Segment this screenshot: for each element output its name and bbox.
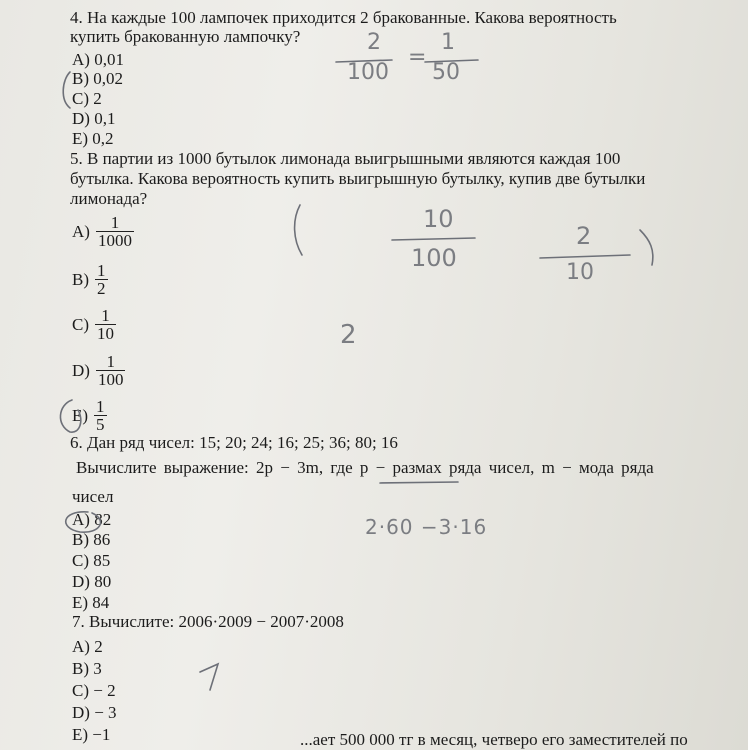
q4-hand-den1: 100	[347, 60, 389, 85]
q5-option-e-label: E)	[72, 405, 89, 425]
q5-hand-num1: 10	[423, 205, 454, 233]
q6-a-circle-mark	[66, 512, 101, 532]
q4-option-a[interactable]: A) 0,01	[72, 50, 124, 69]
q5-option-d-den: 100	[97, 370, 124, 389]
q7-option-a[interactable]: A) 2	[72, 637, 103, 656]
q6-option-a[interactable]: A) 82	[72, 510, 112, 529]
q4-hand-den2: 50	[432, 60, 460, 85]
q5-option-e-num: 1	[96, 397, 105, 416]
q4-text-line1: 4. На каждые 100 лампочек приходится 2 бракованные. Какова вероятность	[70, 8, 617, 27]
q5-option-b-den: 2	[97, 279, 106, 298]
q5-fraction-bar-1	[392, 238, 475, 240]
q5-option-c-label: C)	[72, 314, 89, 334]
q4-text-line2: купить бракованную лампочку?	[70, 27, 301, 46]
q6-underline-mark	[380, 482, 458, 483]
q4-fraction-bar-1	[336, 60, 392, 62]
q6-hand-calc: 2·60 −3·16	[365, 515, 488, 539]
q5-hand-den1: 100	[411, 244, 457, 272]
q5-arc-mark	[295, 205, 302, 255]
q6-text-line2: Вычислите выражение: 2p − 3m, где p − размах ряда чисел, m − мода ряда	[76, 458, 654, 477]
q6-text-line1: 6. Дан ряд чисел: 15; 20; 24; 16; 25; 36; 80; 16	[70, 433, 398, 452]
q5-option-b-label: B)	[72, 269, 89, 289]
q5-option-d-num: 1	[106, 352, 115, 371]
q4-option-e[interactable]: E) 0,2	[72, 129, 114, 148]
q5-text-line3: лимонада?	[70, 189, 148, 208]
q4-option-d[interactable]: D) 0,1	[72, 109, 116, 128]
q5-option-a-label: A)	[72, 221, 90, 241]
q5-stroke-right	[640, 230, 653, 265]
q7-option-c[interactable]: C) − 2	[72, 681, 116, 700]
q4-fraction-bar-2	[425, 60, 478, 62]
q5-option-c-den: 10	[97, 324, 114, 343]
q4-hand-eq: =	[408, 45, 427, 70]
q6-option-d[interactable]: D) 80	[72, 572, 112, 591]
q6-option-e[interactable]: E) 84	[72, 593, 110, 612]
q5-option-b-num: 1	[97, 261, 106, 280]
q5-option-a-den: 1000	[97, 231, 132, 250]
q4-option-b[interactable]: B) 0,02	[72, 69, 123, 88]
q5-hand-num2: 2	[576, 222, 592, 250]
q7-option-d[interactable]: D) − 3	[72, 703, 117, 722]
q5-option-d-label: D)	[72, 360, 90, 380]
q5-hand-den2: 10	[566, 260, 594, 285]
q4-b-circle-mark	[63, 72, 70, 108]
q6-option-c[interactable]: C) 85	[72, 551, 111, 570]
q7-option-e[interactable]: E) −1	[72, 725, 111, 744]
q4-hand-num1: 2	[367, 30, 381, 55]
q5-option-e-den: 5	[96, 415, 105, 434]
q6-option-b[interactable]: B) 86	[72, 530, 111, 549]
q6-text-line3: чисел	[72, 487, 114, 506]
q5-option-a-num: 1	[110, 213, 120, 232]
q5-e-circle-mark	[60, 400, 80, 432]
q7-option-b[interactable]: B) 3	[72, 659, 102, 678]
q8-partial-line: ...ает 500 000 тг в месяц, четверо его заместителей по	[300, 730, 688, 749]
q7-text-line1: 7. Вычислите: 2006·2009 − 2007·2008	[72, 612, 344, 631]
q5-hand-extra: 2	[340, 320, 357, 350]
q5-fraction-bar-2	[540, 255, 630, 258]
q5-text-line1: 5. В партии из 1000 бутылок лимонада выигрышными являются каждая 100	[70, 149, 621, 168]
q4-option-c[interactable]: C) 2	[72, 89, 102, 108]
q5-option-c-num: 1	[101, 306, 110, 325]
q4-hand-num2: 1	[441, 30, 455, 55]
q5-text-line2: бутылка. Какова вероятность купить выигрышную бутылку, купив две бутылки	[70, 169, 646, 188]
q7-check-mark	[200, 664, 218, 690]
